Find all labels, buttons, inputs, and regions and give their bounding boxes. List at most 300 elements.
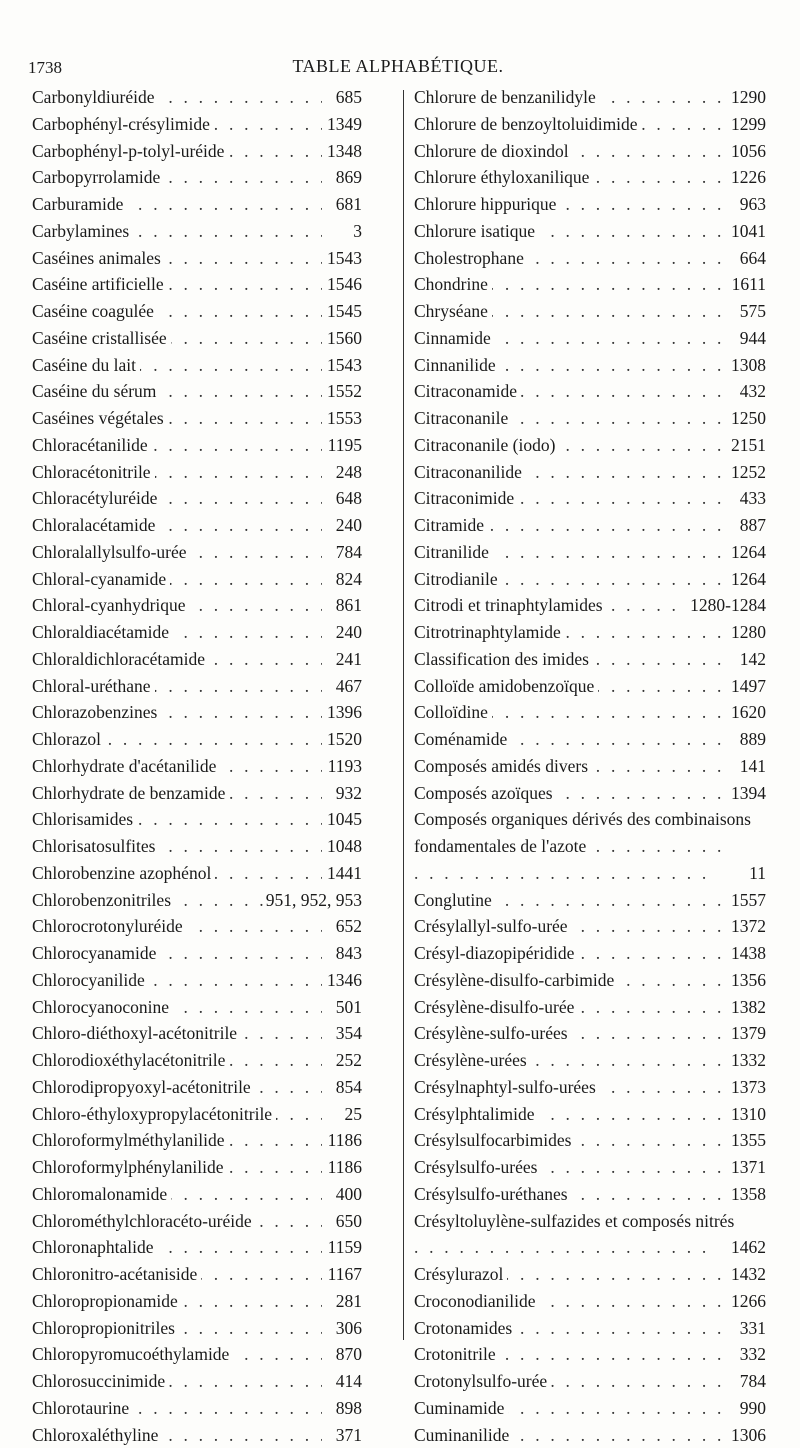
index-page-ref: 1226: [728, 164, 766, 191]
index-entry: [414, 913, 766, 940]
index-term: Citrotrinaphtylamide: [414, 622, 565, 642]
index-entry: [32, 994, 362, 1021]
index-page-ref: 1441: [324, 860, 362, 887]
index-entry: [32, 592, 362, 619]
index-term: Carbophényl-crésylimide: [32, 114, 214, 134]
index-entry: [32, 806, 362, 833]
index-page-ref: 25: [342, 1101, 363, 1128]
index-term: Chlorure hippurique: [414, 194, 560, 214]
index-entry: [414, 780, 766, 807]
index-term: Chloropropionamide: [32, 1291, 182, 1311]
index-page-ref: 1355: [728, 1127, 766, 1154]
index-page-ref: 501: [333, 994, 362, 1021]
index-term: Chlorosuccinimide: [32, 1371, 169, 1391]
index-page-ref: 1546: [324, 271, 362, 298]
index-entry: [32, 84, 362, 111]
index-page-ref: 1332: [728, 1047, 766, 1074]
index-page-ref: 332: [737, 1341, 766, 1368]
index-page-ref: 371: [333, 1422, 362, 1448]
index-entry: [32, 967, 362, 994]
index-page-ref: 1193: [325, 753, 362, 780]
index-term: Chloro-éthyloxypropylacétonitrile: [32, 1104, 276, 1124]
index-page-ref: 1186: [325, 1127, 362, 1154]
index-page-ref: 1280: [728, 619, 766, 646]
index-term: Chloral-cyanamide: [32, 569, 170, 589]
index-page-ref: 1195: [325, 432, 362, 459]
index-entry: [32, 298, 362, 325]
index-page-ref: 414: [333, 1368, 362, 1395]
index-entry: [414, 1288, 766, 1315]
index-entry: [414, 806, 766, 886]
index-page-ref: 944: [737, 325, 766, 352]
index-entry: [32, 378, 362, 405]
index-term: Caséine artificielle: [32, 274, 168, 294]
index-term: Chloroformylphénylanilide: [32, 1157, 228, 1177]
index-term: Chlorure éthyloxanilique: [414, 167, 593, 187]
index-term: Caséine du sérum: [32, 381, 160, 401]
index-term: Caséine du lait: [32, 355, 140, 375]
index-page-ref: 1462: [728, 1234, 766, 1261]
index-term: Chlorocyanamide: [32, 943, 160, 963]
index-term: Crésylsulfocarbimides: [414, 1130, 575, 1150]
index-entry: [32, 1234, 362, 1261]
index-entry: [414, 994, 766, 1021]
index-page-ref: 650: [333, 1208, 362, 1235]
index-page-ref: 932: [333, 780, 362, 807]
index-page-ref: 1553: [324, 405, 362, 432]
index-entry: [32, 1395, 362, 1422]
index-term: Chloracétonitrile: [32, 462, 155, 482]
index-page-ref: 843: [333, 940, 362, 967]
index-page-ref: 1167: [325, 1261, 362, 1288]
index-entry: [32, 459, 362, 486]
index-entry: [414, 1074, 766, 1101]
index-term: Carbopyrrolamide: [32, 167, 164, 187]
index-page-ref: 1520: [324, 726, 362, 753]
index-page-ref: 1264: [728, 566, 766, 593]
index-entry: [414, 378, 766, 405]
index-entry: [414, 673, 766, 700]
index-entry: [32, 1047, 362, 1074]
index-term: Citramide: [414, 515, 488, 535]
index-page-ref: 1545: [324, 298, 362, 325]
index-entry: [32, 1208, 362, 1235]
index-term: Chlorotaurine: [32, 1398, 133, 1418]
index-term: Chryséane: [414, 301, 492, 321]
index-page-ref: 142: [737, 646, 766, 673]
index-page-ref: 1306: [728, 1422, 766, 1448]
index-entry: [32, 1341, 362, 1368]
index-term: Crésylène-disulfo-carbimide: [414, 970, 618, 990]
index-term: Chlorocyanilide: [32, 970, 149, 990]
index-entry: [32, 646, 362, 673]
running-title: TABLE ALPHABÉTIQUE.: [28, 56, 768, 77]
index-page-ref: 870: [333, 1341, 362, 1368]
index-entry: [414, 325, 766, 352]
index-term: Cholestrophane: [414, 248, 528, 268]
index-term: Chloropyromucoéthylamide: [32, 1344, 233, 1364]
index-entry: [414, 967, 766, 994]
index-entry: [414, 138, 766, 165]
index-page-ref: 354: [333, 1020, 362, 1047]
index-entry: [414, 298, 766, 325]
index-entry: [414, 84, 766, 111]
index-entry: [32, 1020, 362, 1047]
index-entry: [32, 1181, 362, 1208]
index-term: Crésyl-diazopipéridide: [414, 943, 578, 963]
index-term: Colloïdine: [414, 702, 492, 722]
index-page-ref: 1346: [324, 967, 362, 994]
index-entry: [32, 1368, 362, 1395]
index-entry: [32, 1261, 362, 1288]
index-entry: [32, 1154, 362, 1181]
index-term: Carbonyldiuréide: [32, 87, 158, 107]
index-entry: [414, 1127, 766, 1154]
index-entry: [414, 619, 766, 646]
index-page-ref: 1560: [324, 325, 362, 352]
index-term: Crésylène-disulfo-urée: [414, 997, 578, 1017]
index-page-ref: 1379: [728, 1020, 766, 1047]
index-term: Composés organiques dérivés des combinaisons fondamentales de l'azote: [414, 809, 751, 856]
index-entry: [414, 218, 766, 245]
index-term: Citrodianile: [414, 569, 502, 589]
index-page-ref: 1348: [324, 138, 362, 165]
index-page-ref: 824: [333, 566, 362, 593]
index-entry: [414, 539, 766, 566]
index-page-ref: 248: [333, 459, 362, 486]
index-term: Classification des imides: [414, 649, 593, 669]
index-page-ref: 685: [333, 84, 362, 111]
index-term: Chloral-uréthane: [32, 676, 155, 696]
index-entry: [32, 245, 362, 272]
index-term: Chlorodipropyoxyl-acétonitrile: [32, 1077, 255, 1097]
index-page-ref: 869: [333, 164, 362, 191]
index-term: Crotonylsulfo-urée: [414, 1371, 551, 1391]
index-entry: [32, 673, 362, 700]
index-page-ref: 1349: [324, 111, 362, 138]
index-column-left: [32, 84, 362, 1448]
index-entry: [414, 271, 766, 298]
index-page-ref: 784: [737, 1368, 766, 1395]
index-term: Citranilide: [414, 542, 493, 562]
index-page-ref: 1438: [728, 940, 766, 967]
index-entry: [32, 833, 362, 860]
index-entry: [414, 512, 766, 539]
index-entry: [32, 191, 362, 218]
index-page-ref: 898: [333, 1395, 362, 1422]
index-page-ref: 1543: [324, 245, 362, 272]
page-number: 1738: [28, 58, 62, 78]
index-term: Cuminanilide: [414, 1425, 513, 1445]
index-page-ref: 1432: [728, 1261, 766, 1288]
index-entry: [414, 1101, 766, 1128]
index-term: Chloral-cyanhydrique: [32, 595, 190, 615]
index-entry: [32, 405, 362, 432]
index-entry: [414, 485, 766, 512]
index-entry: [32, 512, 362, 539]
index-term: Conglutine: [414, 890, 496, 910]
index-entry: [32, 860, 362, 887]
index-term: Chlorobenzine azophénol: [32, 863, 215, 883]
index-entry: [32, 780, 362, 807]
index-entry: [32, 352, 362, 379]
index-term: Chloraldiacétamide: [32, 622, 173, 642]
index-term: Chloracétyluréide: [32, 488, 161, 508]
index-page-ref: 1186: [325, 1154, 362, 1181]
index-entry: [32, 539, 362, 566]
index-term: Carbophényl-p-tolyl-uréide: [32, 141, 228, 161]
index-page-ref: 1056: [728, 138, 766, 165]
index-term: Cinnanilide: [414, 355, 500, 375]
index-term: Citraconanilide: [414, 462, 526, 482]
index-term: Chloromalonamide: [32, 1184, 171, 1204]
index-page-ref: 241: [333, 646, 362, 673]
index-term: Chloralacétamide: [32, 515, 159, 535]
index-term: Caséines animales: [32, 248, 165, 268]
index-term: Chloroxaléthyline: [32, 1425, 162, 1445]
index-term: Carburamide: [32, 194, 127, 214]
index-term: Crésylallyl-sulfo-urée: [414, 916, 572, 936]
column-divider: [403, 90, 404, 1340]
index-page-ref: 1356: [728, 967, 766, 994]
index-term: Chloralallylsulfo-urée: [32, 542, 191, 562]
index-term: Caséines végétales: [32, 408, 168, 428]
index-page-ref: 681: [333, 191, 362, 218]
index-page-ref: 887: [737, 512, 766, 539]
index-page-ref: 1252: [728, 459, 766, 486]
index-page-ref: 1394: [728, 780, 766, 807]
index-entry: [414, 1208, 766, 1262]
index-term: Chloroformylméthylanilide: [32, 1130, 228, 1150]
index-term: Crésylène-sulfo-urées: [414, 1023, 572, 1043]
index-entry: [414, 726, 766, 753]
index-term: Croconodianilide: [414, 1291, 540, 1311]
index-page-ref: 990: [737, 1395, 766, 1422]
index-entry: [32, 753, 362, 780]
index-entry: [32, 111, 362, 138]
index-term: Colloïde amidobenzoïque: [414, 676, 598, 696]
index-page-ref: 889: [737, 726, 766, 753]
index-page-ref: 1299: [728, 111, 766, 138]
index-term: Chlorocyanoconine: [32, 997, 173, 1017]
index-page-ref: 3: [350, 218, 362, 245]
index-page-ref: 1552: [324, 378, 362, 405]
index-page-ref: 1290: [728, 84, 766, 111]
index-entry: [414, 940, 766, 967]
index-page-ref: 432: [737, 378, 766, 405]
index-term: Chlorhydrate de benzamide: [32, 783, 229, 803]
index-entry: [32, 566, 362, 593]
index-page-ref: 1611: [729, 271, 766, 298]
index-page-ref: 652: [333, 913, 362, 940]
index-page-ref: 306: [333, 1315, 362, 1342]
index-page-ref: 141: [737, 753, 766, 780]
index-page-ref: 1373: [728, 1074, 766, 1101]
index-entry: [32, 325, 362, 352]
index-term: Coménamide: [414, 729, 511, 749]
index-term: Chlorure isatique: [414, 221, 539, 241]
index-entry: [32, 485, 362, 512]
index-term: Chlorure de benzoyltoluidimide: [414, 114, 642, 134]
index-page-ref: 1620: [728, 699, 766, 726]
index-term: Caséine coagulée: [32, 301, 158, 321]
index-term: Chlorhydrate d'acétanilide: [32, 756, 220, 776]
index-term: Crésylurazol: [414, 1264, 507, 1284]
index-term: Cuminamide: [414, 1398, 508, 1418]
index-term: Crésylsulfo-uréthanes: [414, 1184, 572, 1204]
index-page-ref: 1396: [324, 699, 362, 726]
index-entry: [32, 1074, 362, 1101]
index-page-ref: 1250: [728, 405, 766, 432]
index-page-ref: 1372: [728, 913, 766, 940]
index-entry: [32, 1288, 362, 1315]
index-term: Chlorure de dioxindol: [414, 141, 573, 161]
index-page-ref: 854: [333, 1074, 362, 1101]
index-entry: [32, 218, 362, 245]
index-term: Crotonitrile: [414, 1344, 500, 1364]
index-term: Crésyltoluylène-sulfazides et composés nitrés: [414, 1211, 738, 1231]
index-term: Composés azoïques: [414, 783, 557, 803]
index-entry: [414, 1422, 766, 1448]
index-entry: [32, 913, 362, 940]
index-entry: [414, 1047, 766, 1074]
index-term: Chlorazol: [32, 729, 105, 749]
index-entry: [414, 352, 766, 379]
index-page-ref: 1264: [728, 539, 766, 566]
index-entry: [414, 432, 766, 459]
index-term: Chloropropionitriles: [32, 1318, 179, 1338]
index-term: Chlorodioxéthylacétonitrile: [32, 1050, 229, 1070]
index-page-ref: 433: [737, 485, 766, 512]
index-entry: [414, 459, 766, 486]
index-term: Chlorisamides: [32, 809, 137, 829]
index-entry: [414, 405, 766, 432]
index-entry: [414, 887, 766, 914]
index-entry: [414, 191, 766, 218]
index-page-ref: 1159: [325, 1234, 362, 1261]
index-term: Citraconimide: [414, 488, 518, 508]
index-entry: [414, 753, 766, 780]
index-entry: [32, 164, 362, 191]
index-entry: [414, 111, 766, 138]
index-entry: [32, 1127, 362, 1154]
index-term: Crésylsulfo-urées: [414, 1157, 541, 1177]
index-entry: [32, 1422, 362, 1448]
index-term: Citrodi et trinaphtylamides: [414, 595, 607, 615]
index-page-ref: 951, 952, 953: [263, 887, 362, 914]
index-entry: [414, 1181, 766, 1208]
index-page-ref: 1266: [728, 1288, 766, 1315]
index-term: Crésylphtalimide: [414, 1104, 539, 1124]
index-page-ref: 11: [746, 860, 766, 887]
index-page-ref: 1280-1284: [687, 592, 766, 619]
index-term: Caséine cristallisée: [32, 328, 171, 348]
index-page-ref: 240: [333, 512, 362, 539]
index-entry: [414, 1368, 766, 1395]
index-term: Chloro-diéthoxyl-acétonitrile: [32, 1023, 241, 1043]
index-entry: [32, 1315, 362, 1342]
index-term: Chloronaphtalide: [32, 1237, 158, 1257]
index-page-ref: 1497: [728, 673, 766, 700]
index-term: Chloraldichloracétamide: [32, 649, 209, 669]
index-page-ref: 1310: [728, 1101, 766, 1128]
index-page-ref: 1041: [728, 218, 766, 245]
index-entry: [414, 1315, 766, 1342]
index-term: Cinnamide: [414, 328, 495, 348]
index-entry: [32, 699, 362, 726]
page-header: [28, 52, 768, 82]
index-entry: [32, 726, 362, 753]
index-term: Carbylamines: [32, 221, 133, 241]
index-entry: [32, 619, 362, 646]
index-page-ref: 1308: [728, 352, 766, 379]
index-term: Crotonamides: [414, 1318, 516, 1338]
index-term: Chlorobenzonitriles: [32, 890, 175, 910]
index-column-right: [414, 84, 766, 1448]
index-page-ref: 1048: [324, 833, 362, 860]
index-entry: [414, 566, 766, 593]
index-page-ref: 467: [333, 673, 362, 700]
index-page-ref: 281: [333, 1288, 362, 1315]
index-term: Crésylnaphtyl-sulfo-urées: [414, 1077, 600, 1097]
index-page-ref: 575: [737, 298, 766, 325]
index-entry: [414, 1020, 766, 1047]
index-page-ref: 331: [737, 1315, 766, 1342]
index-page-ref: 784: [333, 539, 362, 566]
index-term: Chlorométhylchloracéto-uréide: [32, 1211, 256, 1231]
index-term: Composés amidés divers: [414, 756, 592, 776]
index-entry: [414, 592, 766, 619]
index-term: Chlorocrotonyluréide: [32, 916, 187, 936]
index-entry: [414, 164, 766, 191]
index-term: Chloracétanilide: [32, 435, 152, 455]
index-page-ref: 664: [737, 245, 766, 272]
index-page-ref: 861: [333, 592, 362, 619]
index-entry: [32, 432, 362, 459]
index-term: Crésylène-urées: [414, 1050, 531, 1070]
index-page-ref: 1543: [324, 352, 362, 379]
index-term: Chondrine: [414, 274, 492, 294]
index-term: Citraconanile: [414, 408, 512, 428]
index-entry: [414, 245, 766, 272]
index-page-ref: 963: [737, 191, 766, 218]
index-page-ref: 1382: [728, 994, 766, 1021]
index-entry: [414, 1154, 766, 1181]
index-entry: [32, 887, 362, 914]
index-page-ref: 240: [333, 619, 362, 646]
index-term: Chlorazobenzines: [32, 702, 161, 722]
index-page-ref: 1371: [728, 1154, 766, 1181]
index-term: Chloronitro-acétaniside: [32, 1264, 201, 1284]
index-term: Chlorisatosulfites: [32, 836, 159, 856]
index-page-ref: 400: [333, 1181, 362, 1208]
index-term: Chlorure de benzanilidyle: [414, 87, 600, 107]
index-entry: [414, 646, 766, 673]
index-entry: [414, 699, 766, 726]
index-term: Citraconamide: [414, 381, 521, 401]
index-entry: [414, 1395, 766, 1422]
index-entry: [414, 1341, 766, 1368]
index-page-ref: 648: [333, 485, 362, 512]
index-entry: [32, 138, 362, 165]
index-page-ref: 252: [333, 1047, 362, 1074]
index-page-ref: 1358: [728, 1181, 766, 1208]
index-page-ref: 1045: [324, 806, 362, 833]
index-page-ref: 1557: [728, 887, 766, 914]
index-term: Citraconanile (iodo): [414, 435, 559, 455]
index-entry: [32, 1101, 362, 1128]
index-entry: [32, 271, 362, 298]
